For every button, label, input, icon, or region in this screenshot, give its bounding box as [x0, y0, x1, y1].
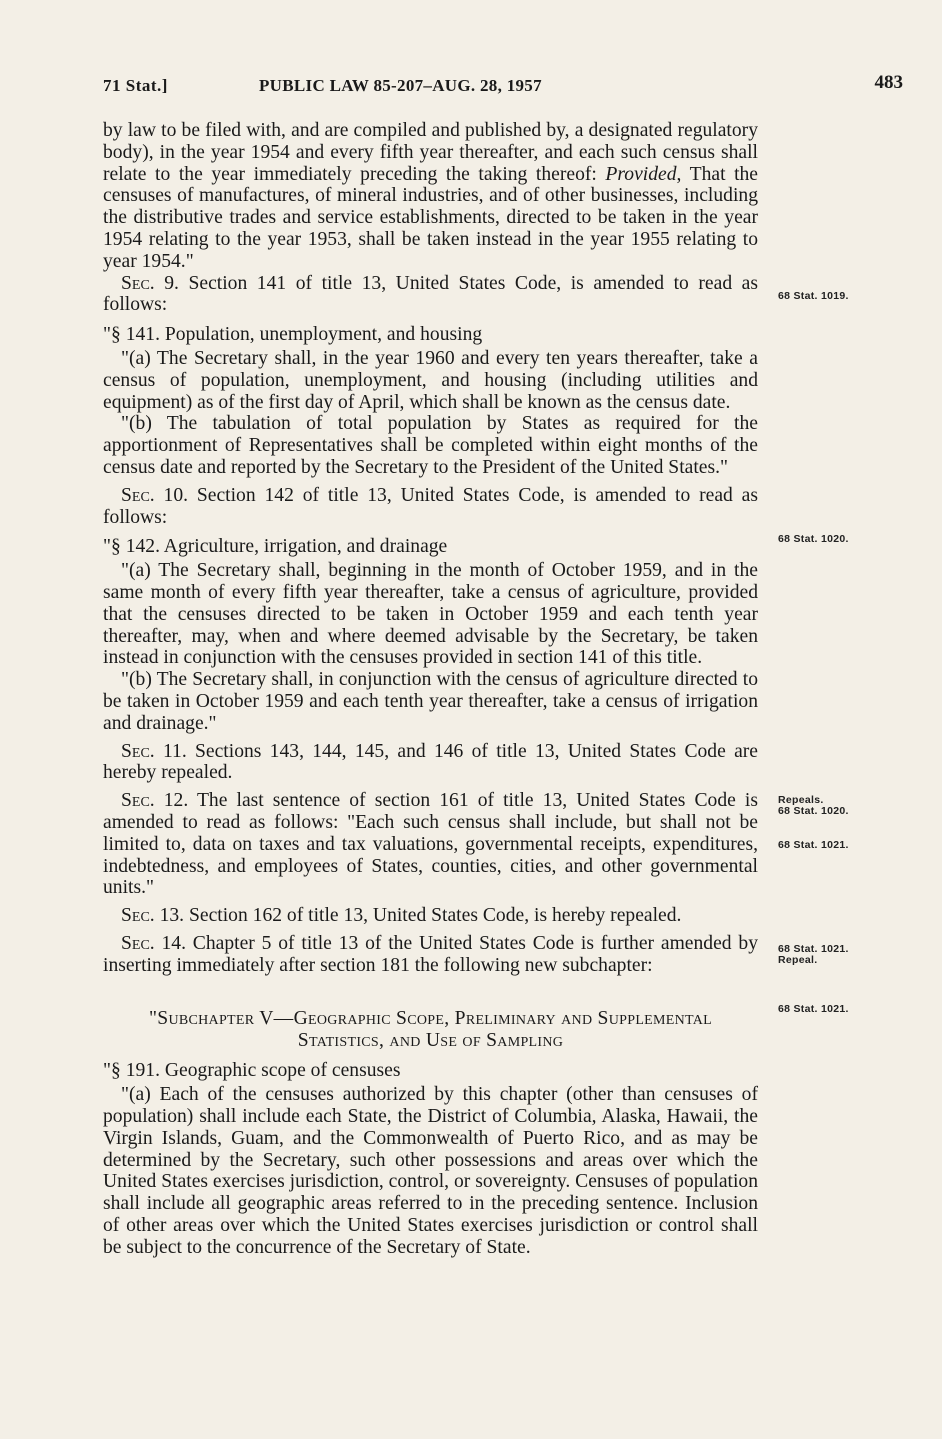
page-header: [103, 72, 903, 102]
margin-note-1021-b: 68 Stat. 1021.: [778, 1003, 849, 1015]
page-number: 483: [874, 72, 903, 93]
margin-note-1020: 68 Stat. 1020.: [778, 533, 849, 545]
margin-note-repeals-stat: 68 Stat. 1020.: [778, 805, 849, 817]
paragraph-continuation: by law to be filed with, and are compiled and published by, a designated regulatory body), in the year 1954 and every fifth year thereafter, and each such census shall relate to the year immediately preceding the taking thereof: Provided, That the censuses of manufactures, of mineral industries, and of other businesses, including the distributive trades and service establishments, directed to be taken in the year 1954 relating to the year 1953, shall be taken instead in the year 1955 relating to year 1954.": [103, 120, 759, 272]
margin-note-repeals: [778, 795, 849, 817]
running-title: PUBLIC LAW 85-207–AUG. 28, 1957: [259, 76, 542, 95]
section-191-a: "(a) Each of the censuses authorized by this chapter (other than censuses of population) shall include each State, the District of Columbia, Alaska, Hawaii, the Virgin Islands, Guam, and the Commonwealth of Puerto Rico, and as may be determined by the Secretary, such other possessions and areas over which the United States exercises jurisdiction, control, or sovereignty. Censuses of population shall include all geographic areas referred to in the preceding sentence. Inclusion of other areas over which the United States exercises jurisdiction or control shall be subject to the concurrence of the Secretary of State.: [103, 1084, 758, 1258]
section-142-b: "(b) The Secretary shall, in conjunction with the census of agriculture directed to be taken in October 1959 and each tenth year thereafter, take a census of irrigation and drainage.": [103, 669, 758, 734]
section-9: Sec. 9. Section 141 of title 13, United States Code, is amended to read as follows:: [103, 272, 758, 316]
section-142-a: "(a) The Secretary shall, beginning in the month of October 1959, and in the same month of every fifth year thereafter, take a census of agriculture, provided that the censuses directed to be taken in October 1959 and each tenth year thereafter, may, when and where deemed advisable by the Secretary, be taken instead in conjunction with the censuses provided in section 141 of this title.: [103, 560, 758, 669]
section-10: Sec. 10. Section 142 of title 13, United States Code, is amended to read as follows:: [103, 484, 758, 528]
section-14: Sec. 14. Chapter 5 of title 13 of the United States Code is further amended by inserting immediately after section 181 the following new subchapter:: [103, 932, 758, 976]
section-141-b: "(b) The tabulation of total population by States as required for the apportionment of Representatives shall be completed within eight months of the census date and reported by the Secretary to the President of the United States.": [103, 413, 758, 478]
section-13: Sec. 13. Section 162 of title 13, United States Code, is hereby repealed.: [121, 905, 682, 927]
section-191-heading: "§ 191. Geographic scope of censuses: [103, 1060, 401, 1082]
section-141-a: "(a) The Secretary shall, in the year 1960 and every ten years thereafter, take a census of population, unemployment, and housing (including utilities and equipment) as of the first day of April, which shall be known as the census date.: [103, 347, 758, 413]
margin-note-repeal: [778, 944, 849, 966]
margin-note-repeals-label: Repeals.: [778, 794, 824, 806]
body-text: [103, 120, 758, 1259]
section-142-heading: "§ 142. Agriculture, irrigation, and drainage: [103, 536, 448, 558]
subchapter-heading: "Subchapter V—Geographic Scope, Preliminary and Supplemental Statistics, and Use of Sampling: [148, 1008, 713, 1052]
margin-note-1019: 68 Stat. 1019.: [778, 290, 849, 302]
margin-note-1021-a: 68 Stat. 1021.: [778, 839, 849, 851]
margin-note-repeal-label: Repeal.: [778, 954, 818, 966]
provided-italic: Provided: [605, 163, 677, 185]
margin-note-repeal-stat: 68 Stat. 1021.: [778, 943, 849, 955]
statute-reference: 71 Stat.]: [103, 76, 168, 95]
section-141-heading: "§ 141. Population, unemployment, and housing: [103, 324, 483, 346]
section-11: Sec. 11. Sections 143, 144, 145, and 146 of title 13, United States Code are hereby repealed.: [103, 740, 758, 784]
section-12: Sec. 12. The last sentence of section 161 of title 13, United States Code is amended to read as follows: "Each such census shall include, but shall not be limited to, data on taxes and tax valuations, governmental receipts, expenditures, indebtedness, and employees of States, counties, cities, and other governmental units.": [103, 790, 758, 899]
